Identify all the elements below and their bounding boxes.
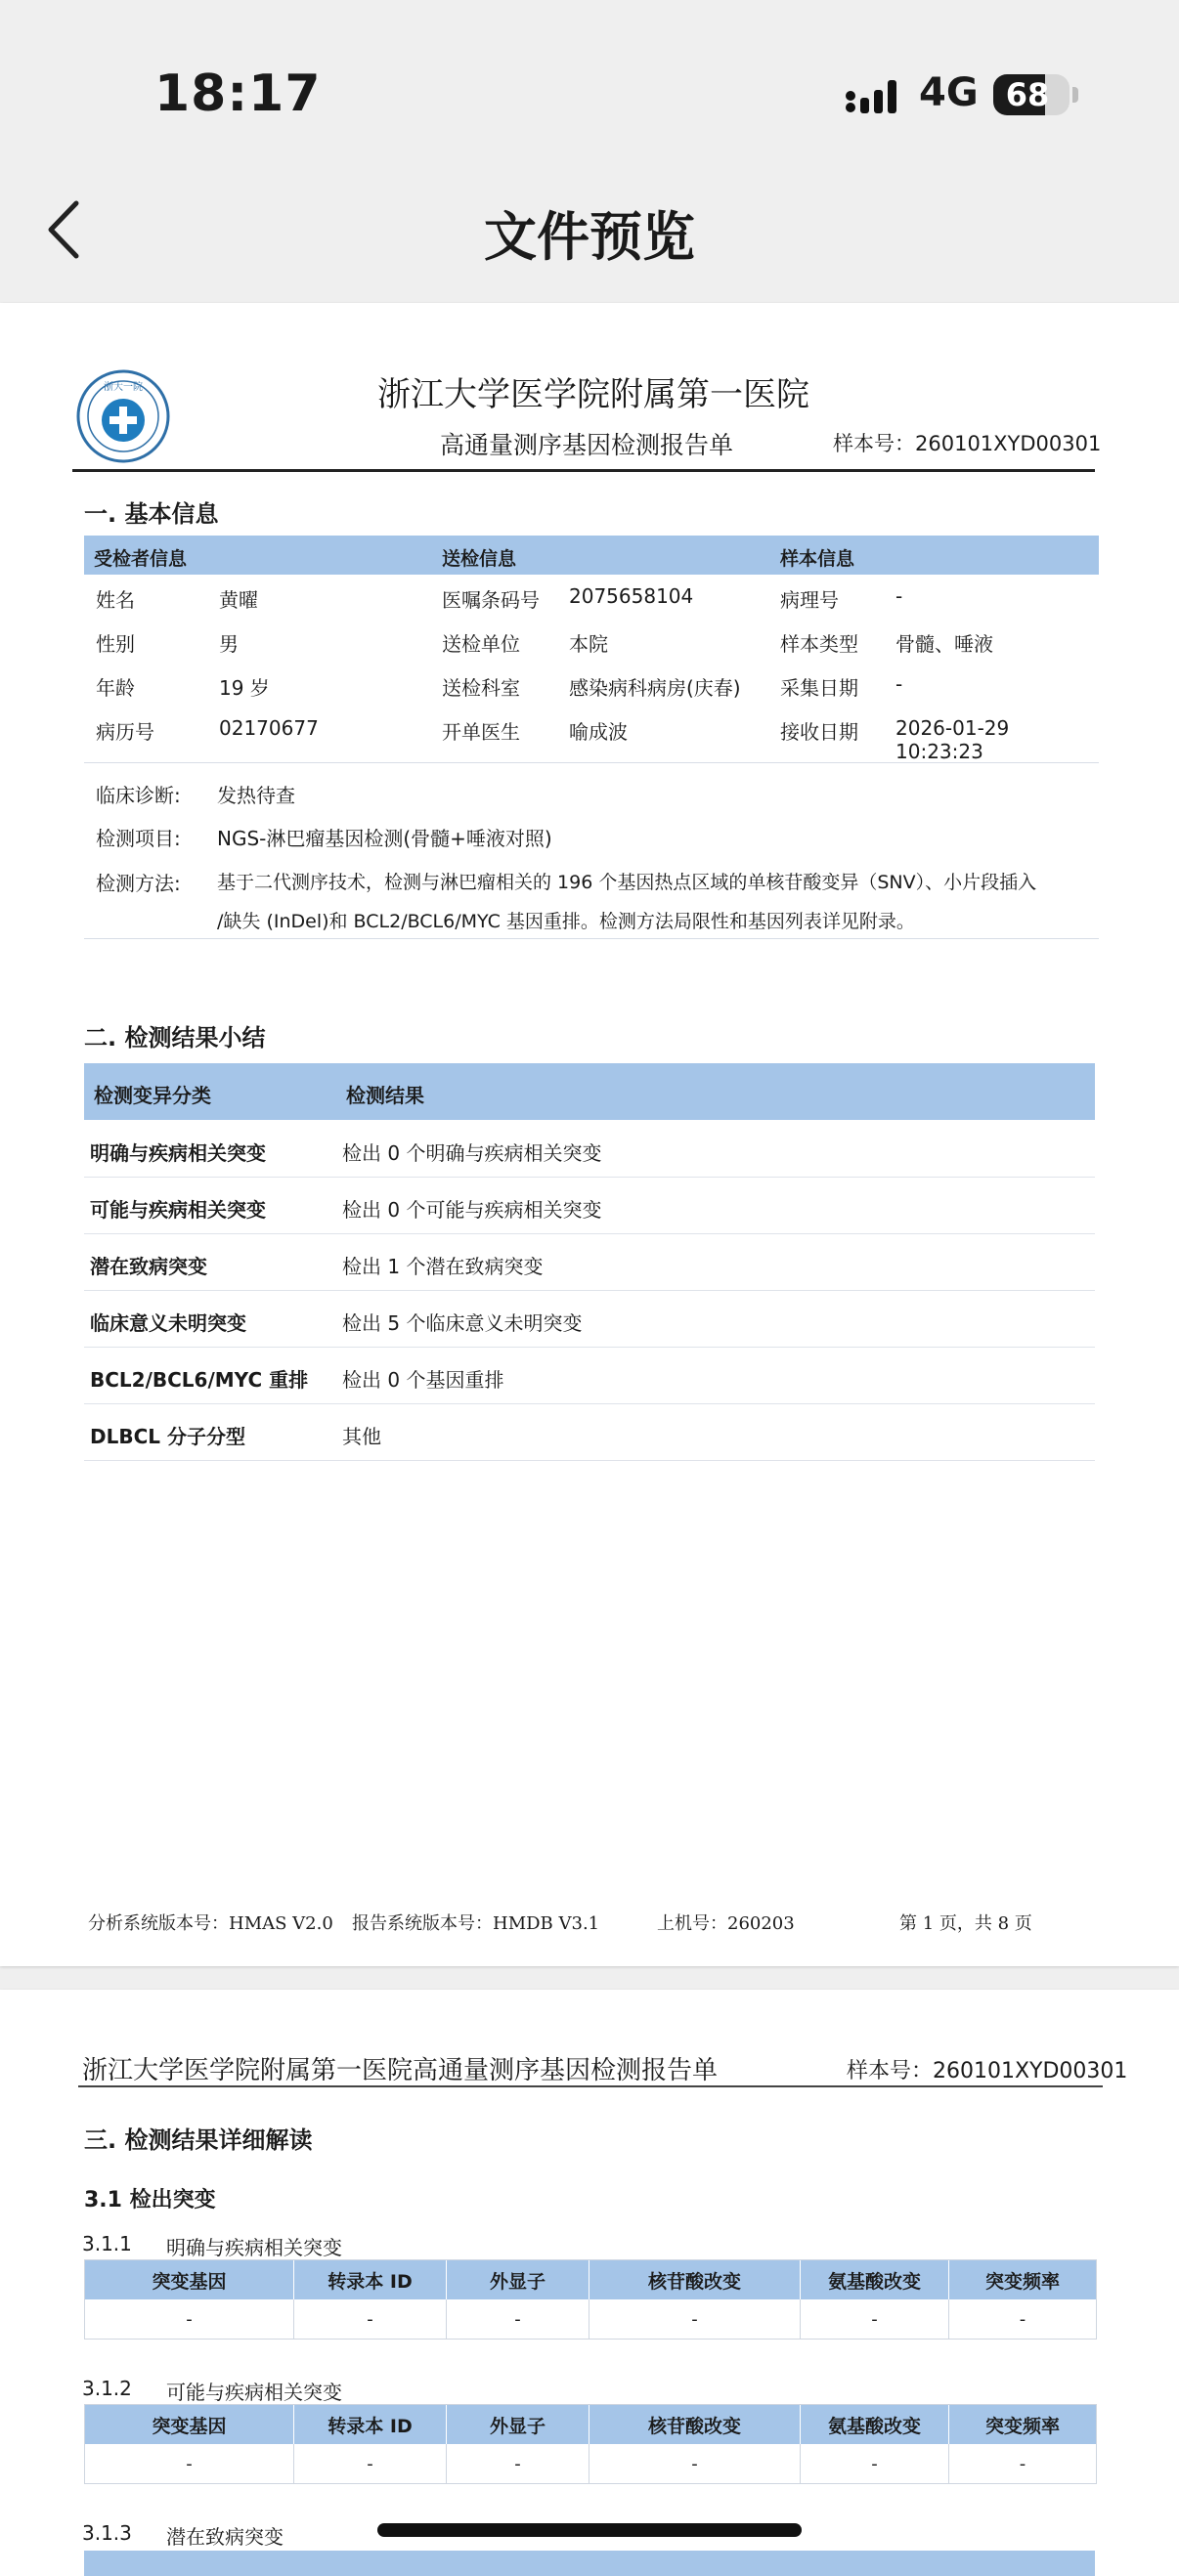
cell: - <box>294 2444 447 2483</box>
mutation-table-header <box>85 2405 1096 2444</box>
info-value: - <box>895 672 903 696</box>
divider <box>84 938 1099 939</box>
info-label: 采集日期 <box>780 676 858 700</box>
method-row <box>96 868 1037 896</box>
test-item-label: 检测项目: <box>96 827 181 850</box>
report-page-1[interactable] <box>0 303 1179 1966</box>
header-sample: 样本信息 <box>780 548 855 570</box>
summary-category: 明确与疾病相关突变 <box>90 1141 266 1165</box>
summary-category: BCL2/BCL6/MYC 重排 <box>90 1368 309 1392</box>
mutation-table-header <box>85 2260 1096 2299</box>
diagnosis-row <box>96 780 295 808</box>
summary-row <box>84 1347 1095 1404</box>
summary-row <box>84 1233 1095 1291</box>
summary-result: 检出 0 个明确与疾病相关突变 <box>342 1141 602 1165</box>
divider <box>84 762 1099 763</box>
summary-row <box>84 1403 1095 1461</box>
summary-category: DLBCL 分子分型 <box>90 1425 245 1448</box>
sample-number: 样本号：260101XYD00301 <box>833 432 1102 455</box>
status-bar <box>0 0 1179 186</box>
col-frequency: 突变频率 <box>984 2270 1060 2293</box>
cell: - <box>801 2299 949 2339</box>
summary-table-header <box>84 1063 1095 1120</box>
info-value: - <box>895 584 903 608</box>
footer-page-number: 第 1 页，共 8 页 <box>899 1913 1032 1934</box>
info-label: 年龄 <box>96 676 135 700</box>
section-detail-heading: 三. 检测结果详细解读 <box>84 2126 313 2154</box>
cell: - <box>447 2444 590 2483</box>
summary-result: 检出 0 个可能与疾病相关突变 <box>342 1198 602 1222</box>
logo-text: 浙大一院 <box>104 382 143 393</box>
col-frequency: 突变频率 <box>984 2415 1060 2437</box>
header-divider <box>72 469 1095 472</box>
test-item-row <box>96 823 552 851</box>
header-category: 检测变异分类 <box>94 1084 211 1107</box>
cell: - <box>85 2299 294 2339</box>
info-value: 2026-01-29 10:23:23 <box>895 716 1010 763</box>
col-exon: 外显子 <box>447 2260 590 2299</box>
network-type: 4G <box>919 70 979 115</box>
col-gene: 突变基因 <box>85 2405 294 2444</box>
col-amino-acid: 氨基酸改变 <box>801 2405 949 2444</box>
col-nucleotide: 核苷酸改变 <box>590 2260 801 2299</box>
diagnosis-label: 临床诊断: <box>96 784 181 807</box>
info-value: 19 岁 <box>219 676 270 700</box>
cell: - <box>447 2299 590 2339</box>
summary-row <box>84 1120 1095 1178</box>
page2-title: 浙江大学医学院附属第一医院高通量测序基因检测报告单 <box>82 2056 719 2085</box>
info-label: 医嘱条码号 <box>442 588 540 612</box>
cell: - <box>590 2444 801 2483</box>
test-item-value: NGS-淋巴瘤基因检测(骨髓+唾液对照) <box>217 827 552 850</box>
col-transcript: 转录本 ID <box>294 2260 447 2299</box>
info-row <box>84 663 1099 707</box>
header-patient: 受检者信息 <box>94 548 188 570</box>
footer-analysis-version: 分析系统版本号：HMAS V2.0 <box>88 1913 333 1934</box>
info-label: 姓名 <box>96 588 135 612</box>
summary-result: 其他 <box>342 1425 381 1448</box>
battery-level: 68 <box>1005 76 1050 113</box>
basic-info-table <box>84 536 1099 763</box>
report-page-2[interactable] <box>0 1990 1179 2576</box>
cell: - <box>1019 2308 1026 2330</box>
report-title: 高通量测序基因检测报告单 <box>440 431 734 459</box>
info-value: 02170677 <box>219 716 319 740</box>
page2-sample-number: 样本号：260101XYD00301 <box>847 2059 1128 2083</box>
page-title: 文件预览 <box>484 206 695 268</box>
section-basic-info-heading: 一. 基本信息 <box>84 500 219 528</box>
subsection-number: 3.1.1 <box>82 2232 132 2255</box>
mutation-table-possible <box>84 2404 1097 2484</box>
subsection-number: 3.1.2 <box>82 2377 132 2400</box>
info-value: 骨髓、唾液 <box>895 632 993 656</box>
signal-icon <box>845 76 903 115</box>
cell: - <box>294 2299 447 2339</box>
section-summary-heading: 二. 检测结果小结 <box>84 1024 266 1052</box>
info-label: 接收日期 <box>780 720 858 744</box>
cell: - <box>801 2444 949 2483</box>
header-result: 检测结果 <box>346 1084 424 1107</box>
info-label: 送检单位 <box>442 632 520 656</box>
info-label: 开单医生 <box>442 720 520 744</box>
table-row <box>85 2299 1096 2339</box>
col-nucleotide: 核苷酸改变 <box>590 2405 801 2444</box>
method-line-1: 基于二代测序技术，检测与淋巴瘤相关的 196 个基因热点区域的单核苷酸变异（SNV）、小片段插入 <box>217 872 1037 893</box>
cell: - <box>85 2444 294 2483</box>
mutation-table-header-partial <box>84 2551 1095 2576</box>
subsection-number: 3.1.3 <box>82 2521 132 2545</box>
cell: - <box>590 2299 801 2339</box>
subsection-label: 潜在致病突变 <box>166 2525 284 2549</box>
summary-result: 检出 1 个潜在致病突变 <box>342 1255 544 1278</box>
summary-row <box>84 1177 1095 1234</box>
summary-category: 潜在致病突变 <box>90 1255 207 1278</box>
method-label: 检测方法: <box>96 872 181 895</box>
info-row <box>84 619 1099 663</box>
col-transcript: 转录本 ID <box>294 2405 447 2444</box>
info-row <box>84 707 1099 763</box>
footer-machine-no: 上机号：260203 <box>657 1913 795 1934</box>
summary-result: 检出 0 个基因重排 <box>342 1368 504 1392</box>
subsection-label: 明确与疾病相关突变 <box>166 2236 342 2259</box>
summary-row <box>84 1290 1095 1348</box>
summary-result: 检出 5 个临床意义未明突变 <box>342 1311 583 1335</box>
info-table-header <box>84 536 1099 575</box>
table-row <box>85 2444 1096 2483</box>
info-value: 感染病科病房(庆春) <box>569 676 741 700</box>
info-label: 样本类型 <box>780 632 858 656</box>
summary-category: 临床意义未明突变 <box>90 1311 246 1335</box>
info-label: 病理号 <box>780 588 839 612</box>
method-line-2: /缺失 (InDel)和 BCL2/BCL6/MYC 基因重排。检测方法局限性和基因列表详见附录。 <box>217 911 915 932</box>
col-amino-acid: 氨基酸改变 <box>801 2260 949 2299</box>
col-gene: 突变基因 <box>85 2260 294 2299</box>
battery-icon <box>993 74 1070 115</box>
info-row <box>84 575 1099 619</box>
summary-category: 可能与疾病相关突变 <box>90 1198 266 1222</box>
cell: - <box>1019 2453 1026 2474</box>
battery-tip <box>1072 87 1078 103</box>
info-label: 送检科室 <box>442 676 520 700</box>
col-exon: 外显子 <box>447 2405 590 2444</box>
info-label: 病历号 <box>96 720 154 744</box>
hospital-name: 浙江大学医学院附属第一医院 <box>377 375 809 414</box>
info-value: 2075658104 <box>569 584 694 608</box>
status-time: 18:17 <box>154 64 322 123</box>
info-value: 男 <box>219 632 239 656</box>
mutation-table-definite <box>84 2259 1097 2340</box>
page2-divider <box>78 2085 1103 2087</box>
info-value: 喻成波 <box>569 720 628 744</box>
home-indicator[interactable] <box>377 2523 802 2537</box>
diagnosis-value: 发热待查 <box>217 784 295 807</box>
subsection-label: 可能与疾病相关突变 <box>166 2381 342 2404</box>
footer-report-version: 报告系统版本号：HMDB V3.1 <box>352 1913 600 1934</box>
info-value: 黄曜 <box>219 588 258 612</box>
info-label: 性别 <box>96 632 135 656</box>
header-submission: 送检信息 <box>442 548 517 570</box>
subsection-mutations: 3.1 检出突变 <box>84 2188 216 2212</box>
hospital-logo <box>76 369 170 463</box>
info-value: 本院 <box>569 632 608 656</box>
